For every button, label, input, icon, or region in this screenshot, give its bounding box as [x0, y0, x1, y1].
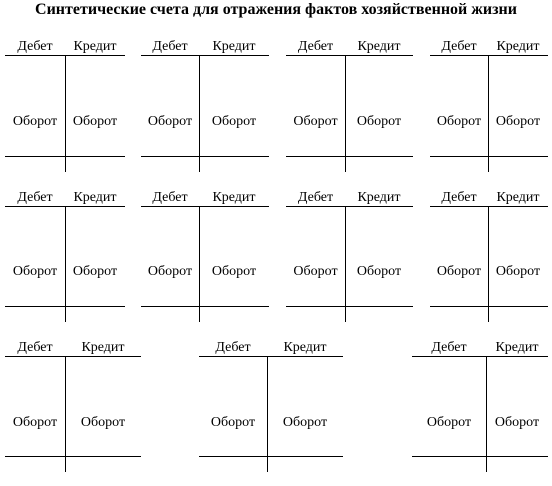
debit-turnover-label: Оборот: [293, 114, 338, 129]
t-account-top-line: [430, 206, 548, 207]
t-account: [412, 340, 548, 472]
t-account-bottom-line: [5, 156, 125, 157]
t-account-top-line: [430, 55, 548, 56]
t-account: [141, 38, 269, 172]
debit-turnover-label: Оборот: [12, 415, 58, 430]
debit-turnover-label: Оборот: [147, 264, 193, 279]
t-account-top-line: [286, 55, 413, 56]
t-account-top-line: [5, 356, 141, 357]
t-account-top-line: [199, 356, 343, 357]
debit-label: Дебет: [152, 39, 188, 54]
t-account-divider: [267, 356, 268, 472]
debit-label: Дебет: [215, 340, 251, 355]
credit-label: Кредит: [283, 340, 327, 355]
credit-label: Кредит: [495, 340, 539, 355]
credit-turnover-label: Оборот: [211, 264, 257, 279]
credit-label: Кредит: [81, 340, 125, 355]
debit-turnover-label: Оборот: [436, 264, 482, 279]
credit-turnover-label: Оборот: [494, 415, 540, 430]
debit-label: Дебет: [297, 39, 334, 54]
t-account-bottom-line: [430, 306, 548, 307]
t-account: [286, 190, 413, 322]
t-account-divider: [486, 356, 487, 472]
t-account: [286, 38, 413, 172]
credit-label: Кредит: [73, 190, 117, 205]
credit-turnover-label: Оборот: [282, 415, 328, 430]
debit-label: Дебет: [431, 340, 467, 355]
t-account-bottom-line: [5, 306, 125, 307]
t-account: [199, 340, 343, 472]
t-account: [5, 38, 125, 172]
t-account-divider: [65, 356, 66, 472]
credit-label: Кредит: [212, 39, 256, 54]
credit-turnover-label: Оборот: [80, 415, 126, 430]
t-account: [5, 340, 141, 472]
page-title: Синтетические счета для отражения фактов хозяйственной жизни: [35, 1, 517, 18]
credit-turnover-label: Оборот: [495, 114, 541, 129]
credit-turnover-label: Оборот: [495, 264, 541, 279]
t-account-top-line: [141, 206, 269, 207]
t-account-bottom-line: [430, 156, 548, 157]
credit-label: Кредит: [73, 39, 117, 54]
t-account-top-line: [286, 206, 413, 207]
t-account-bottom-line: [199, 456, 343, 457]
t-account-top-line: [141, 55, 269, 56]
debit-turnover-label: Оборот: [426, 415, 472, 430]
t-account-bottom-line: [412, 456, 548, 457]
credit-turnover-label: Оборот: [72, 264, 118, 279]
debit-label: Дебет: [17, 190, 53, 205]
t-account-bottom-line: [141, 156, 269, 157]
debit-label: Дебет: [297, 190, 334, 205]
credit-turnover-label: Оборот: [356, 264, 402, 279]
debit-label: Дебет: [17, 340, 53, 355]
credit-label: Кредит: [496, 39, 540, 54]
debit-turnover-label: Оборот: [436, 114, 482, 129]
t-account: [430, 38, 548, 172]
credit-label: Кредит: [212, 190, 256, 205]
credit-label: Кредит: [357, 39, 401, 54]
debit-label: Дебет: [441, 190, 477, 205]
debit-label: Дебет: [17, 39, 53, 54]
debit-label: Дебет: [441, 39, 477, 54]
t-account-top-line: [412, 356, 548, 357]
t-account: [5, 190, 125, 322]
credit-turnover-label: Оборот: [356, 114, 402, 129]
debit-turnover-label: Оборот: [210, 415, 256, 430]
debit-label: Дебет: [152, 190, 188, 205]
debit-turnover-label: Оборот: [12, 264, 58, 279]
debit-turnover-label: Оборот: [147, 114, 193, 129]
t-account: [430, 190, 548, 322]
debit-turnover-label: Оборот: [12, 114, 58, 129]
credit-label: Кредит: [496, 190, 540, 205]
credit-turnover-label: Оборот: [211, 114, 257, 129]
credit-turnover-label: Оборот: [72, 114, 118, 129]
debit-turnover-label: Оборот: [293, 264, 338, 279]
t-account-bottom-line: [286, 156, 413, 157]
credit-label: Кредит: [357, 190, 401, 205]
t-account-bottom-line: [286, 306, 413, 307]
t-account-bottom-line: [5, 456, 141, 457]
t-account: [141, 190, 269, 322]
t-account-bottom-line: [141, 306, 269, 307]
